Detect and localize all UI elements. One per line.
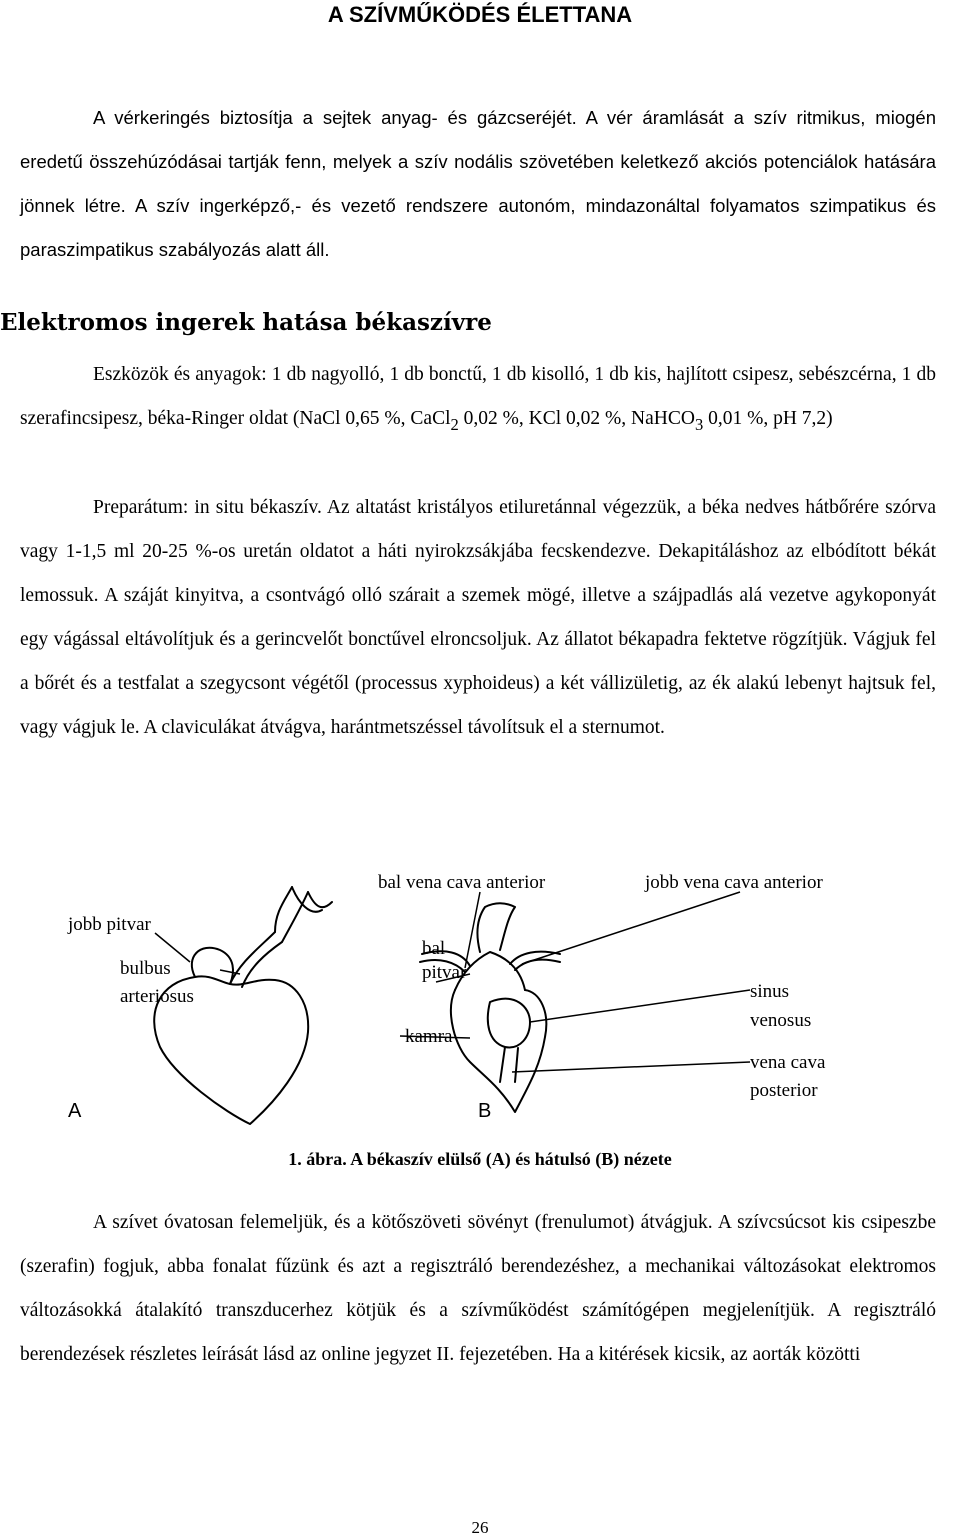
frog-heart-diagram — [60, 862, 890, 1132]
materials-text-3: 0,01 %, pH 7,2) — [703, 408, 833, 429]
aortic-arch-a-left — [275, 887, 308, 942]
label-view-a: A — [68, 1100, 82, 1122]
label-vena-cava: vena cava — [750, 1052, 826, 1073]
section-heading: Elektromos ingerek hatása békaszívre — [0, 309, 492, 336]
label-bal-vena: bal vena cava anterior — [378, 872, 546, 893]
label-posterior: posterior — [750, 1080, 818, 1101]
leader-jobb-vena — [522, 892, 740, 964]
page-title: A SZÍVMŰKÖDÉS ÉLETTANA — [327, 2, 633, 27]
intro-paragraph: A vérkeringés biztosítja a sejtek anyag- és gázcseréjét. A vér áramlását a szív ritmikus, miogén eredetű összehúzódásai tartják fenn, melyek a szív nodális szövetében keletkező akciós potenciálok hatására jönnek létre. A szív ingerképző,- és vezető rendszere autonóm, mindazonáltal folyamatos szimpatikus és paraszimpatikus szabályozás alatt áll. — [20, 107, 936, 260]
label-view-b: B — [478, 1100, 492, 1122]
page-number: 26 — [471, 1518, 489, 1537]
label-venosus: venosus — [750, 1010, 812, 1031]
label-jobb-pitvar: jobb pitvar — [68, 914, 151, 935]
label-pitvar: pitvar — [422, 962, 467, 983]
label-bulbus: bulbus — [120, 958, 171, 979]
heart-b-outline — [451, 990, 546, 1112]
figure-caption: 1. ábra. A békaszív elülső (A) és hátulsó (B) nézete — [288, 1149, 672, 1169]
heart-figure — [60, 862, 890, 1132]
aortic-arch-a-right — [292, 887, 332, 912]
label-arteriosus: arteriosus — [120, 986, 194, 1007]
sinus-b — [488, 999, 530, 1048]
vena-cava-post-b — [500, 1047, 518, 1082]
label-bal: bal — [422, 938, 446, 959]
materials-paragraph — [20, 353, 936, 441]
cacl2-subscript: 2 — [450, 414, 459, 434]
label-sinus: sinus — [750, 981, 790, 1002]
leader-sinus — [530, 990, 750, 1022]
materials-text-2: 0,02 %, KCl 0,02 %, NaHCO — [458, 408, 695, 429]
continuation-paragraph: A szívet óvatosan felemeljük, és a kötőszöveti sövényt (frenulumot) átvágjuk. A szívcsúcsot kis csipeszbe (szerafin) fogjuk, abba fonalat fűzünk és azt a regisztráló berendezéshez, a mechanikai változásokat elektromos változásokká átalakító transzducerhez kötjük és a szívműködést számítógépen megjelenítjük. A regisztráló berendezések részletes leírását lásd az online jegyzet II. fejezetében. Ha a kitérések kicsik, az aorták közötti — [20, 1212, 936, 1365]
preparation-paragraph: Preparátum: in situ békaszív. Az altatást kristályos etiluretánnal végezzük, a béka nedves hátbőrére szórva vagy 1-1,5 ml 20-25 %-os uretán oldatot a háti nyirokzsákjába fecskendezve. Dekapitáláshoz az elbódított békát lemossuk. A száját kinyitva, a csontvágó olló szárait a szemek mögé, illetve a szájpadlás alá vezetve agykoponyát egy vágással eltávolítjuk és a gerincvelőt bonctűvel elroncsoljuk. Az állatot békapadra fektetve rögzítjük. Vágjuk fel a bőrét és a testfalat a szegycsont végétől (processus xyphoideus) a két vállizületig, az ék alakú lebenyt hajtsuk fel, vagy vágjuk le. A claviculákat átvágva, harántmetszéssel távolítsuk el a sternumot. — [20, 497, 936, 738]
label-kamra: kamra — [405, 1026, 453, 1047]
arches-b — [478, 903, 515, 952]
nahco3-subscript: 3 — [694, 414, 704, 434]
bulbus-a — [230, 932, 282, 987]
leader-vena-post — [512, 1062, 750, 1072]
label-jobb-vena: jobb vena cava anterior — [645, 872, 823, 893]
materials-text-1: Eszközök és anyagok: 1 db nagyolló, 1 db bonctű, 1 db kisolló, 1 db kis, hajlított csipesz, sebészcérna, 1 db szerafincsipesz, béka-Ringer oldat (NaCl 0,65 %, CaCl — [20, 364, 936, 429]
